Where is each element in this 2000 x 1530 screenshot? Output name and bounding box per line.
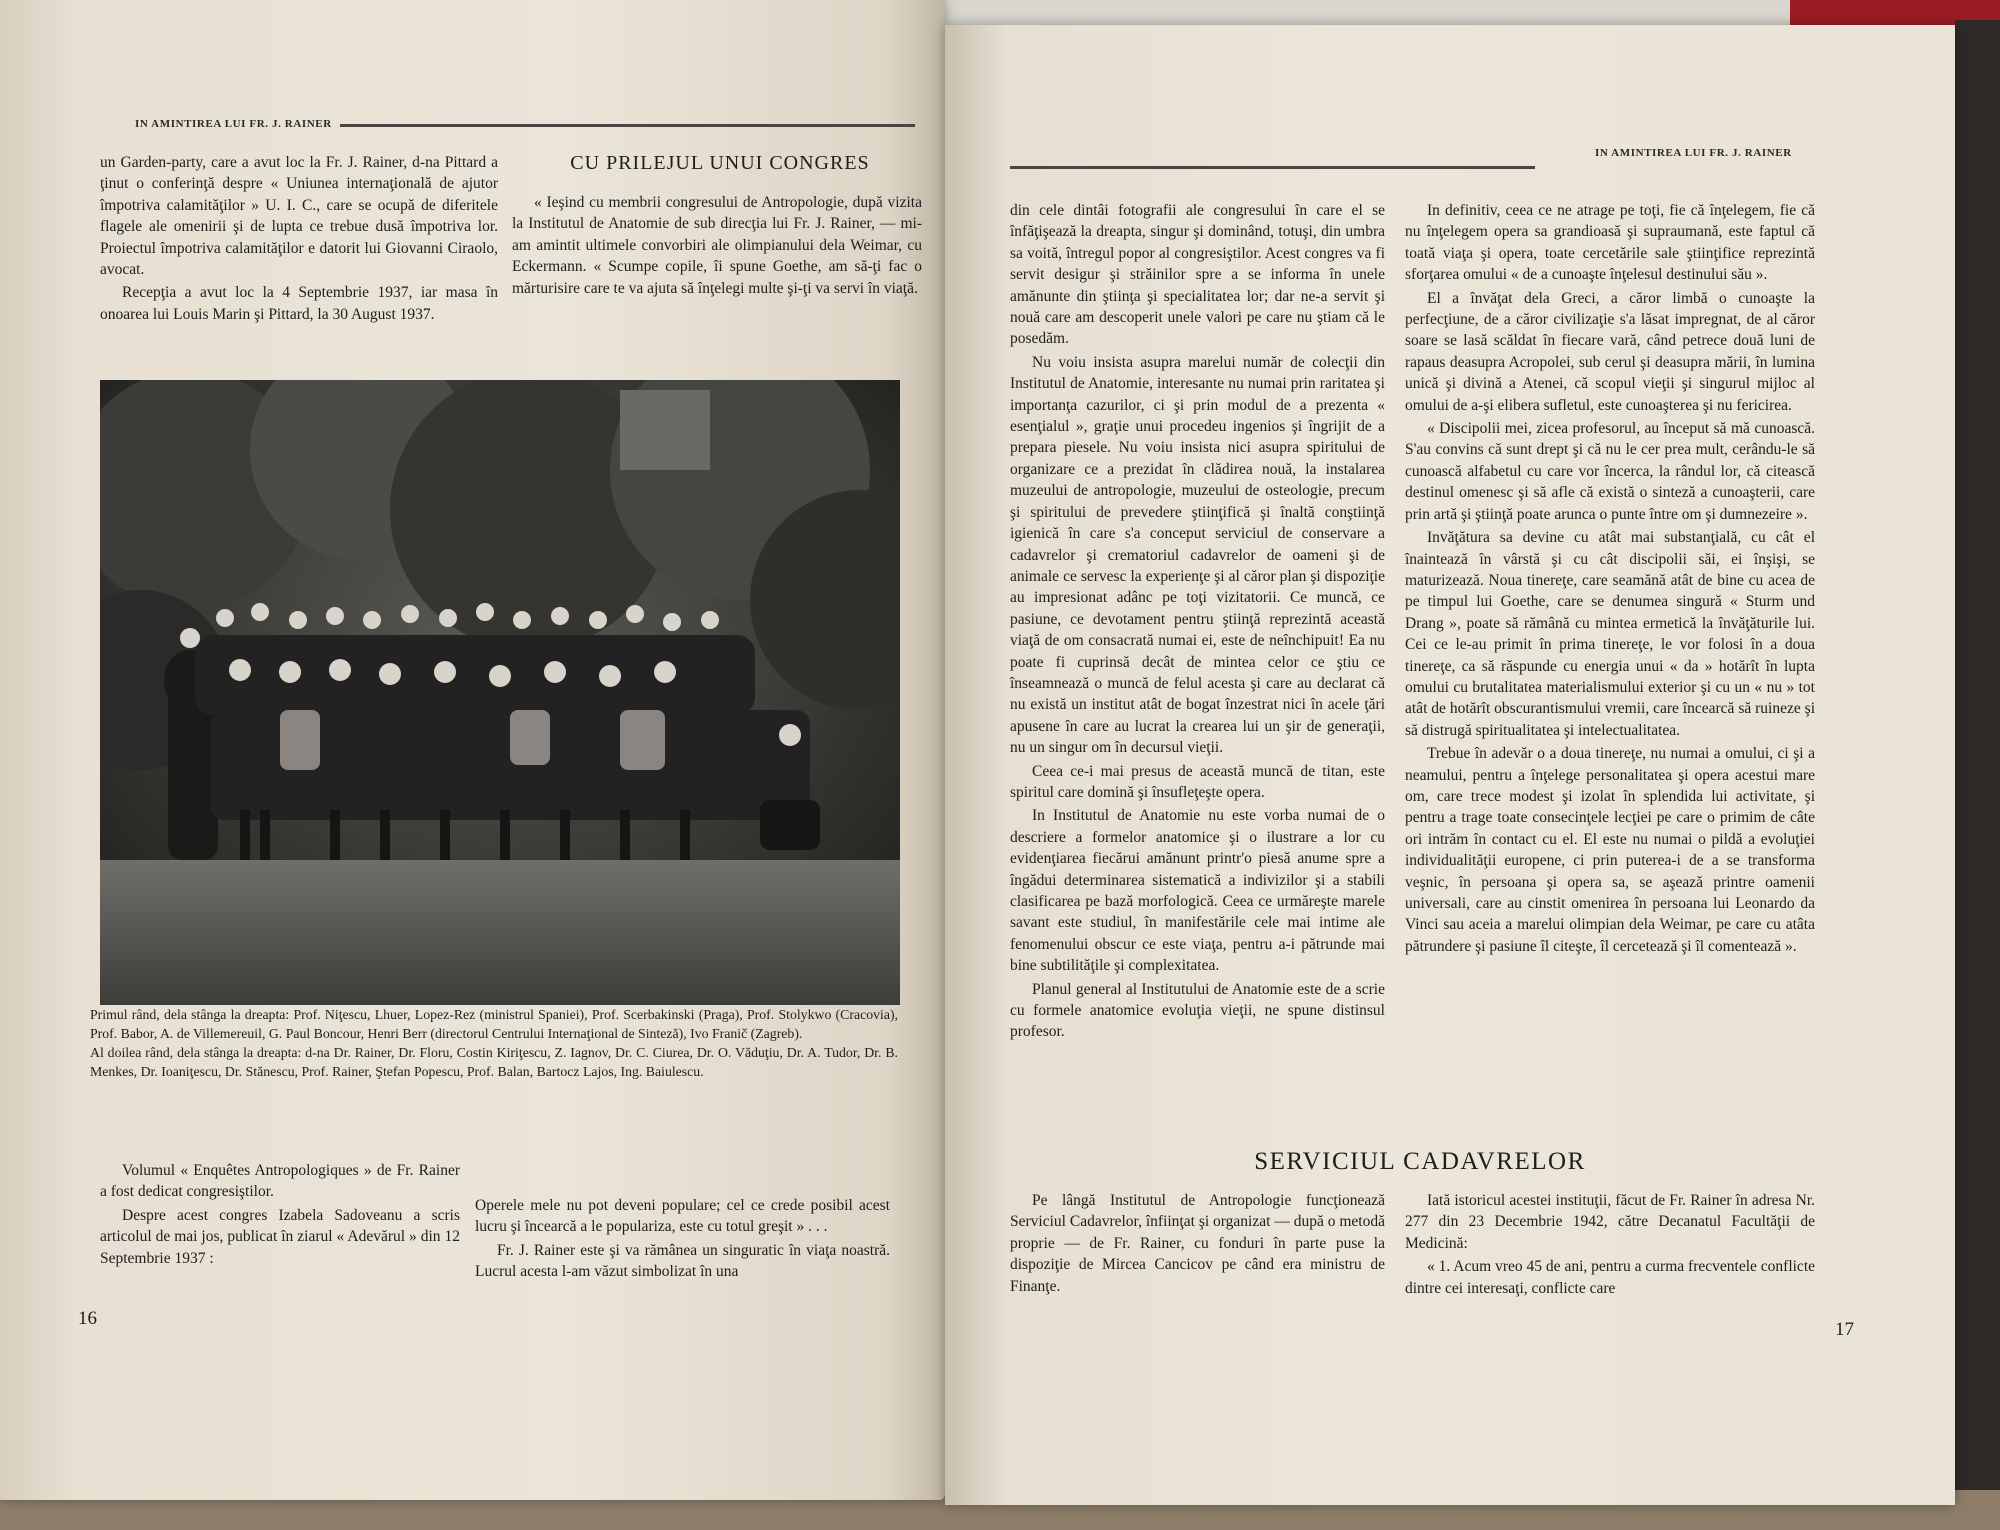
page-number: 17 (1835, 1319, 1854, 1340)
paragraph: Ceea ce-i mai presus de această muncă de titan, este spiritul care domină şi însufleţeşte opera. (1010, 762, 1385, 801)
paragraph: Trebue în adevăr o a doua tinereţe, nu numai a omului, ci şi a neamului, pentru a înţelege personalitatea şi opera acestui mare om, care trece modest şi izolat în splendida lui activitate, şi pentru a trage toate consecinţele lecţiei pe care o primim de câte ori intrăm în contact cu el. El este nu numai o pildă a evoluţiei individualităţii europene, ci prin puterea-i de a se transforma veşnic, în persoana şi opera sa, se aşează printre oamenii universali, care au cinstit omenirea în persoana lui Leonardo da Vinci sau aceia a marelui olimpian dela Weimar, pe care cu atâta pătrundere şi pasiune îl citeşte, îl cercetează şi îl comentează ». (1405, 745, 1815, 955)
group-photograph (100, 380, 900, 1005)
caption-first-row: Primul rând, dela stânga la dreapta: Prof. Niţescu, Lhuer, Lopez-Rez (ministrul Spaniei), Prof. Scerbakinski (Praga), Prof. Stolykwo (Cracovia), Prof. Babor, A. de Villemereuil, G. Paul Boncour, Henri Berr (directorul Centrului Internaţional de Sinteză), Ivo Franič (Zagreb). (90, 1007, 898, 1041)
left-bottom-column-1 (100, 1160, 460, 1271)
photo-caption (90, 1005, 898, 1081)
paragraph: Despre acest congres Izabela Sadoveanu a scris articolul de mai jos, publicat în ziarul « Adevărul » din 12 Septembrie 1937 : (100, 1206, 460, 1267)
page-number: 16 (78, 1308, 97, 1329)
paragraph: « Discipolii mei, zicea profesorul, au început să mă cunoască. S'au convins că sunt drept şi că nu le cer prea mult, cerându-le să cunoască alfabetul cu care vor încerca, la rândul lor, că citească destinul omenesc şi să afle că există o sinteză a cunoaşterii, care prin artă şi ştiinţă poate arunca o punte între om şi dumnezeire ». (1405, 420, 1815, 523)
header-rule (340, 124, 915, 127)
left-column-1 (100, 152, 498, 327)
paragraph: Invăţătura sa devine cu atât mai substanţială, cu cât el înaintează în vârstă şi cu cât discipolii săi, ei înşişi, se maturizează. Noua tinereţe, care seamănă atât de bine cu acea de pe timpul lui Goethe, care se denumea singură « Sturm und Drang », poate să rămână cu mintea ermetică la învăţăturile lui. Cei ce le-au primit în prima tinereţe, le vor folosi în a doua tinereţe, ca să răspunde cu energia unui « da » hotărît în lupta omului cu brutalitatea materialismului exterior şi cu un « nu » tot atât de hotărît obscurantismului vremii, care încearcă să ruineze şi să distrugă spiritualitatea şi intelectualitatea. (1405, 529, 1815, 739)
paragraph: « 1. Acum vreo 45 de ani, pentru a curma frecventele conflicte dintre cei interesaţi, conflicte care (1405, 1258, 1815, 1297)
right-bottom-column-2 (1405, 1190, 1815, 1301)
right-column-1 (1010, 200, 1385, 1045)
paragraph: In definitiv, ceea ce ne atrage pe toţi, fie că înţelegem, fie că nu înţelegem opera sa grandioasă şi supraumană, este faptul că toată viaţa şi opera, toate cercetările sale ştiinţifice reprezintă sforţarea omului « de a cunoaşte înţelesul destinului său ». (1405, 202, 1815, 284)
paragraph: un Garden-party, care a avut loc la Fr. J. Rainer, d-na Pittard a ţinut o conferinţă despre « Uniunea internaţională de ajutor împotriva calamităţilor » U. I. C., care se ocupă de diferitele flagele ale omenirii şi de lupta ce trebue dusă împotriva lor. Proiectul împotriva calamităţilor e datorit lui Giovanni Ciraolo, avocat. (100, 154, 498, 279)
dark-edge (1955, 20, 2000, 1530)
caption-second-row: Al doilea rând, dela stânga la dreapta: d-na Dr. Rainer, Dr. Floru, Costin Kiriţescu, Z. Iagnov, Dr. C. Ciurea, Dr. O. Văduţiu, Dr. A. Tudor, Dr. B. Menkes, Dr. Ioaniţescu, Dr. Stănescu, Prof. Rainer, Ştefan Popescu, Prof. Balan, Bartocz Lajos, Ing. Baiulescu. (90, 1045, 898, 1079)
paragraph: Planul general al Institutului de Anatomie este de a scrie cu formele anatomice evoluţia vieţii, ne spune distinsul profesor. (1010, 980, 1385, 1041)
right-column-2 (1405, 200, 1815, 959)
paragraph: Operele mele nu pot deveni populare; cel ce crede posibil acest lucru şi încearcă a le populariza, este cu totul greşit » . . . (475, 1197, 890, 1236)
section-title: CU PRILEJUL UNUI CONGRES (570, 152, 870, 174)
paragraph: « Ieşind cu membrii congresului de Antropologie, după vizita la Institutul de Anatomie de sub direcţia lui Fr. J. Rainer, — mi-am amintit ultimele convorbiri ale olimpianului dela Weimar, cu Eckermann. « Scumpe copile, îi spune Goethe, am să-ţi fac o mărturisire care te va ajuta să înţelegi multe şi-ţi va servi în viaţă. (512, 194, 922, 297)
paragraph: El a învăţat dela Greci, a căror limbă o cunoaşte la perfecţiune, de a căror civilizaţie s'a lăsat impregnat, de al căror soare se lasă scăldat în fiecare vară, când petrece două luni de rapaus deasupra Acropolei, sub cerul şi deasupra mării, în lumina unică şi divină a Atenei, că scopul vieţii şi singurul mijloc al omului de a-şi elibera sufletul, este cunoaşterea şi nu fericirea. (1405, 289, 1815, 414)
header-rule (1010, 166, 1535, 169)
section-title: SERVICIUL CADAVRELOR (1254, 1148, 1586, 1175)
running-head: IN AMINTIREA LUI FR. J. RAINER (1595, 147, 1792, 159)
paragraph: Iată istoricul acestei instituţii, făcut de Fr. Rainer în adresa Nr. 277 din 23 Decembrie 1942, către Decanatul Facultăţii de Medicină: (1405, 1192, 1815, 1252)
right-page (945, 25, 1955, 1505)
left-page (0, 0, 945, 1500)
right-bottom-column-1 (1010, 1190, 1385, 1299)
left-column-2 (512, 192, 922, 301)
group-photo-image (100, 380, 900, 1005)
paragraph: Nu voiu insista asupra marelui număr de colecţii din Institutul de Anatomie, interesante nu numai prin raritatea şi importanţa cazurilor, ci şi prin modul de a prezenta « esenţialul », graţie unui procedeu ingenios şi îngrijit de a prepara piesele. Nu voiu insista nici asupra spiritului de organizare ce a prezidat în clădirea nouă, la instalarea muzeului de antropologie, muzeului de osteologie, precum şi spiritului de prevedere ştiinţifică şi înaltă conştiinţă igienică în care s'a conceput serviciul de conservare a cadavrelor şi crematoriul cadavrelor de oameni şi de animale ce servesc la experienţe şi al căror plan şi dispoziţie au impresionat adânc pe toţi vizitatorii. Ce muncă, ce pasiune, ce devotament pentru ştiinţă reprezintă această viaţă de om consacrată numai ei, este de neînchipuit! Ea nu poate fi cuprinsă decât de mintea celor ce ştiu ce înseamnează o muncă de felul acesta şi care au declarat că nu există un institut atât de bogat înzestrat nici în acele ţări apusene în care au lucrat la crearea lui un şir de generaţii, nu un singur om în decursul vieţii. (1010, 353, 1385, 757)
running-head: IN AMINTIREA LUI FR. J. RAINER (135, 118, 332, 130)
paragraph: Recepţia a avut loc la 4 Septembrie 1937, iar masa în onoarea lui Louis Marin şi Pittard, la 30 August 1937. (100, 284, 498, 323)
left-bottom-column-2 (475, 1195, 890, 1285)
paragraph: din cele dintâi fotografii ale congresului în care el se înfăţişează la dreapta, singur şi dominând, totuşi, din umbra sa voită, întregul popor al congresiştilor. Acest congres va fi servit desigur şi străinilor spre a se informa în unele amănunte din ştiinţa şi specialitatea lor; dar ne-a servit şi nouă care am descoperit unele valori pe care nu ştiam că le posedăm. (1010, 202, 1385, 348)
paragraph: Volumul « Enquêtes Antropologiques » de Fr. Rainer a fost dedicat congresiştilor. (100, 1162, 460, 1201)
paragraph: Fr. J. Rainer este şi va rămânea un singuratic în viaţa noastră. Lucrul acesta l-am văzut simbolizat în una (475, 1241, 890, 1281)
paragraph: In Institutul de Anatomie nu este vorba numai de o descriere a formelor anatomice şi o ilustrare a lor cu evidenţiarea fiecărui amănunt printr'o piesă anume spre a îngădui determinarea sistematică a indivizilor şi a stabili clasificarea pe bază morfologică. Ceea ce urmăreşte marele savant este studiul, în manifestările cele mai intime ale fenomenului obscur ce este viaţa, pentru a-i pătrunde mai bine subtilităţile şi complexitatea. (1010, 807, 1385, 975)
paragraph: Pe lângă Institutul de Antropologie funcţionează Serviciul Cadavrelor, înfiinţat şi organizat — după o metodă proprie — de Fr. Rainer, cu fonduri în parte puse la dispoziţie de Mircea Cancicov pe când era ministru de Finanţe. (1010, 1192, 1385, 1295)
